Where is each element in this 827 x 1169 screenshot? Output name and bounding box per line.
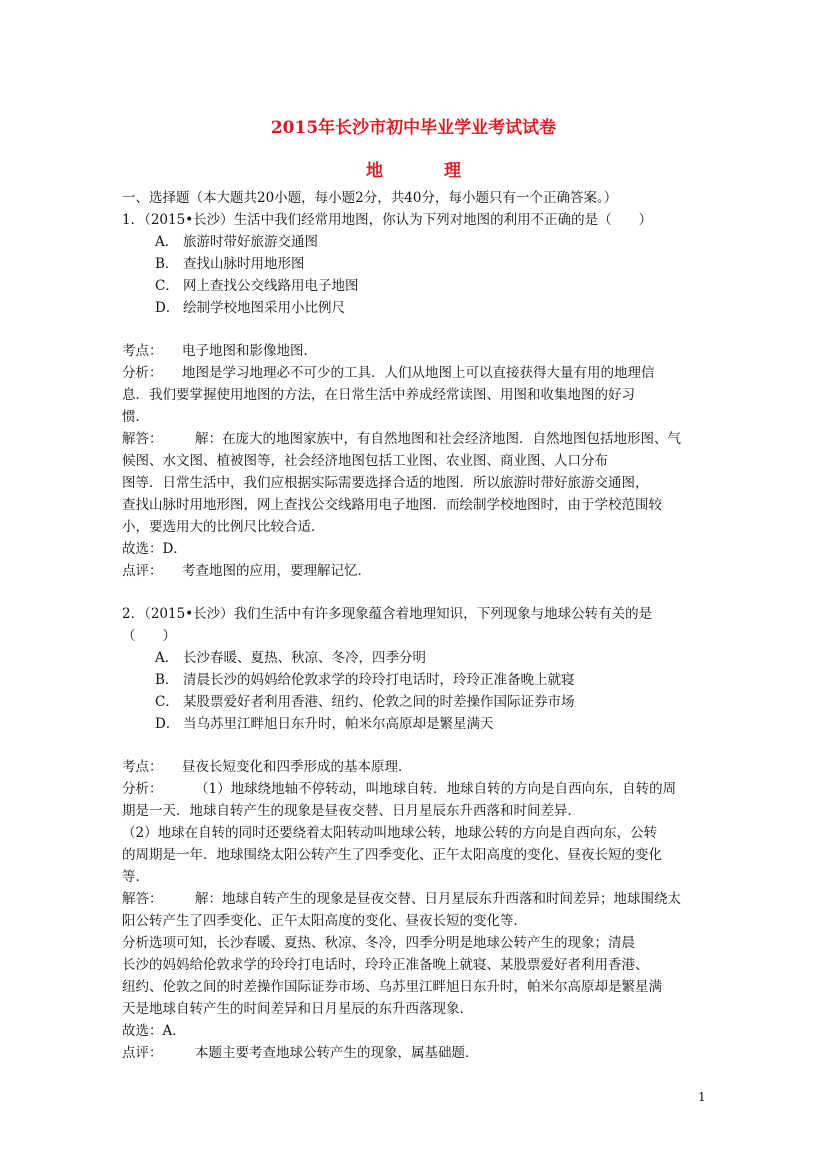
option-text: 清晨长沙的妈妈给伦敦求学的玲玲打电话时，玲玲正准备晚上就寝 [183,672,575,688]
option-text: 长沙春暖、夏热、秋凉、冬冷，四季分明 [183,650,426,666]
question-2-option-c [155,691,575,713]
page-number: 1 [698,1090,706,1104]
question-2-jieda [122,888,681,910]
jieda-line: 长沙的妈妈给伦敦求学的玲玲打电话时，玲玲正准备晚上就寝、某股票爱好者利用香港、 [122,957,649,973]
dianping-label: 点评： [122,1045,163,1061]
question-1-dianping [122,560,371,582]
jieda-line: 分析选项可知，长沙春暖、夏热、秋凉、冬冷，四季分明是地球公转产生的现象；清晨 [122,935,635,951]
option-text: 旅游时带好旅游交通图 [183,234,318,250]
option-text: 某股票爱好者利用香港、纽约、伦敦之间的时差操作国际证券市场 [183,694,575,710]
question-1-jieda [122,428,681,450]
kaodian-label: 考点： [122,759,163,775]
jieda-line: 天是地球自转产生的时间差异和日月星辰的东升西落现象． [122,1001,473,1017]
jieda-line: 小，要选用大的比例尺比较合适． [122,519,325,535]
question-2-option-d [155,713,494,735]
question-2-fenxi [122,778,676,800]
question-2-dianping [122,1042,479,1064]
jieda-line: 解：在庞大的地图家族中，有自然地图和社会经济地图．自然地图包括地形图、气 [195,431,681,447]
jieda-label: 解答： [122,431,163,447]
question-1-option-a [155,231,318,253]
fenxi-line: 息．我们要掌握使用地图的方法，在日常生活中养成经常读图、用图和收集地图的好习 [122,387,635,403]
question-2-option-a [155,647,426,669]
question-1-fenxi [122,362,655,384]
question-1-kaodian [122,340,317,362]
kaodian-text: 昼夜长短变化和四季形成的基本原理． [182,759,412,775]
fenxi-label: 分析： [122,781,163,797]
section-heading: 一、选择题（本大题共20小题，每小题2分，共40分，每小题只有一个正确答案。） [122,190,618,206]
question-1-stem: 1．（2015•长沙）生活中我们经常用地图，你认为下列对地图的利用不正确的是（ ） [122,212,653,228]
jieda-line: 图等．日常生活中，我们应根据实际需要选择合适的地图．所以旅游时带好旅游交通图， [122,475,649,491]
fenxi-line: 等． [122,869,149,885]
fenxi-line: 的周期是一年．地球围绕太阳公转产生了四季变化、正午太阳高度的变化、昼夜长短的变化 [122,847,662,863]
subject-title: 地 理 [366,161,483,181]
question-2-kaodian [122,756,412,778]
fenxi-line: 期是一天．地球自转产生的现象是昼夜交替、日月星辰东升西落和时间差异． [122,803,581,819]
question-1-answer: 故选：D． [122,541,187,557]
jieda-label: 解答： [122,891,163,907]
question-2-option-b [155,669,575,691]
exam-title: 2015年长沙市初中毕业学业考试试卷 [270,118,557,138]
jieda-line: 阳公转产生了四季变化、正午太阳高度的变化、昼夜长短的变化等． [122,913,527,929]
jieda-line: 查找山脉时用地形图，网上查找公交线路用电子地图．而绘制学校地图时，由于学校范围较 [122,497,662,513]
dianping-text: 本题主要考查地球公转产生的现象，属基础题． [195,1045,479,1061]
fenxi-label: 分析： [122,365,163,381]
option-key: B． [155,672,179,688]
option-text: 网上查找公交线路用电子地图 [183,278,359,294]
fenxi-line: 地图是学习地理必不可少的工具．人们从地图上可以直接获得大量有用的地理信 [182,365,655,381]
dianping-text: 考查地图的应用，要理解记忆． [182,563,371,579]
fenxi-line: （1）地球绕地轴不停转动，叫地球自转．地球自转的方向是自西向东，自转的周 [195,781,677,797]
kaodian-text: 电子地图和影像地图． [182,343,317,359]
question-2-answer: 故选：A． [122,1023,186,1039]
question-2-stem: 2．（2015•长沙）我们生活中有许多现象蕴含着地理知识，下列现象与地球公转有关的是 [122,606,653,622]
kaodian-label: 考点： [122,343,163,359]
fenxi-line: （2）地球在自转的同时还要绕着太阳转动叫地球公转，地球公转的方向是自西向东，公转 [122,825,658,841]
jieda-line: 解：地球自转产生的现象是昼夜交替、日月星辰东升西落和时间差异；地球围绕太 [195,891,681,907]
question-1-option-b [155,253,305,275]
option-key: A． [155,650,179,666]
option-key: B． [155,256,179,272]
question-1-option-c [155,275,359,297]
option-key: C． [155,694,179,710]
fenxi-line: 惯． [122,409,149,425]
option-key: D． [155,716,180,732]
dianping-label: 点评： [122,563,163,579]
jieda-line: 纽约、伦敦之间的时差操作国际证券市场、乌苏里江畔旭日东升时，帕米尔高原却是繁星满 [122,979,662,995]
question-2-stem-cont: （ ） [122,628,176,644]
option-text: 查找山脉时用地形图 [183,256,305,272]
option-key: A． [155,234,179,250]
option-text: 绘制学校地图采用小比例尺 [183,300,345,316]
option-key: C． [155,278,179,294]
option-key: D． [155,300,180,316]
jieda-line: 候图、水文图、植被图等，社会经济地图包括工业图、农业图、商业图、人口分布 [122,453,608,469]
question-1-option-d [155,297,345,319]
option-text: 当乌苏里江畔旭日东升时，帕米尔高原却是繁星满天 [183,716,494,732]
